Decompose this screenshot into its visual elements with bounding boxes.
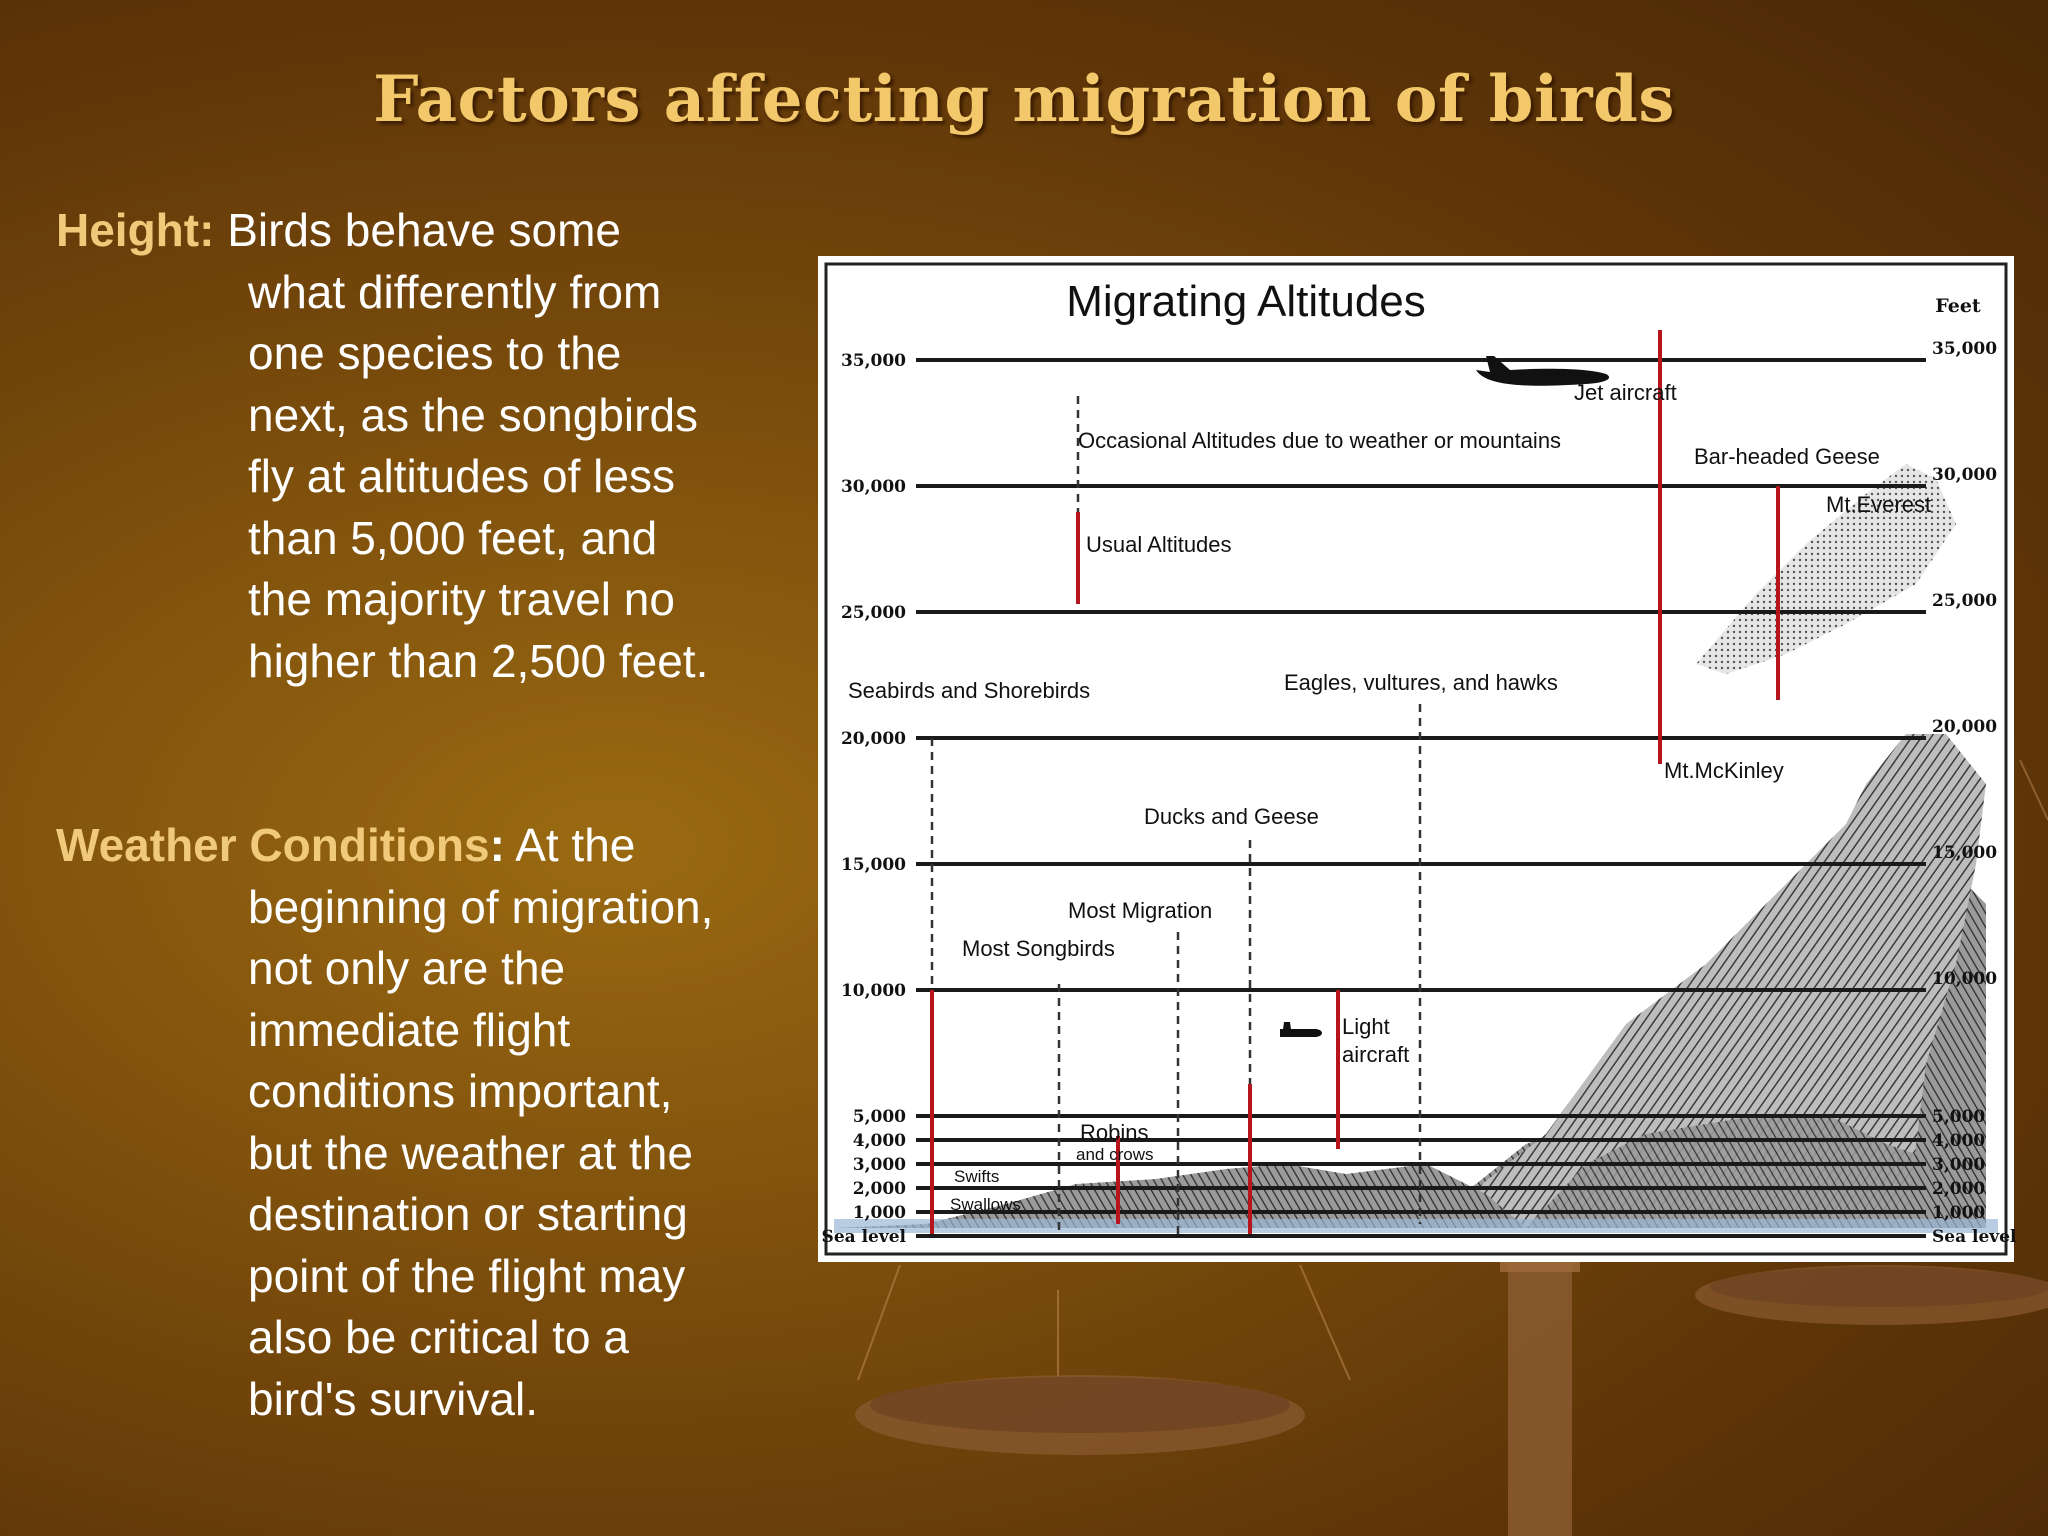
height-paragraph (56, 200, 796, 692)
migrating-altitudes-figure (818, 256, 2017, 1262)
left-tick: 5,000 (852, 1107, 906, 1127)
right-tick: 2,000 (1932, 1179, 1986, 1199)
right-tick: 5,000 (1932, 1107, 1986, 1127)
most-songbirds-label: Most Songbirds (962, 936, 1115, 961)
right-tick: 1,000 (1932, 1203, 1986, 1223)
left-tick: 4,000 (852, 1131, 906, 1151)
jet-aircraft-label: Jet aircraft (1574, 380, 1677, 405)
eagles-label: Eagles, vultures, and hawks (1284, 670, 1558, 695)
weather-paragraph (56, 815, 796, 1430)
light-aircraft-label-1: Light (1342, 1014, 1390, 1039)
right-tick: 3,000 (1932, 1155, 1986, 1175)
right-tick: 20,000 (1932, 717, 1998, 737)
light-aircraft-label-2: aircraft (1342, 1042, 1410, 1067)
right-tick: 25,000 (1932, 591, 1998, 611)
unit-label: Feet (1935, 295, 1981, 317)
weather-line: also be critical to a (248, 1311, 629, 1363)
weather-line: bird's survival. (248, 1372, 538, 1425)
usual-altitudes-label: Usual Altitudes (1086, 532, 1232, 557)
weather-line: point of the flight may (248, 1249, 686, 1302)
weather-label: Weather Conditions (56, 819, 490, 871)
mt-mckinley-label: Mt.McKinley (1664, 758, 1784, 783)
height-first-line: Birds behave some (227, 204, 621, 256)
height-line: higher than 2,500 feet. (248, 634, 709, 687)
right-tick: 30,000 (1932, 465, 1998, 485)
weather-line: not only are the (248, 942, 566, 994)
height-line: the majority travel no (248, 573, 675, 625)
left-tick: 30,000 (840, 477, 906, 497)
left-tick: Sea level (821, 1227, 906, 1247)
height-line: fly at altitudes of less (248, 450, 675, 502)
right-tick: 15,000 (1932, 843, 1998, 863)
weather-line: beginning of migration, (248, 880, 714, 933)
left-tick: 35,000 (840, 351, 906, 371)
seabirds-label: Seabirds and Shorebirds (848, 678, 1091, 703)
weather-line: immediate flight (248, 1003, 571, 1056)
height-line: than 5,000 feet, and (248, 511, 658, 564)
height-line: next, as the songbirds (248, 388, 699, 441)
weather-colon: : (489, 819, 505, 871)
weather-first-line: At the (515, 819, 636, 871)
mt-everest-label: Mt.Everest (1826, 492, 1932, 517)
sea-band (834, 1219, 1998, 1233)
left-tick: 20,000 (840, 729, 906, 749)
occasional-altitudes-label: Occasional Altitudes due to weather or mountains (1078, 428, 1562, 453)
left-tick: 15,000 (840, 855, 906, 875)
left-tick: 25,000 (840, 603, 906, 623)
right-tick: Sea level (1932, 1227, 2017, 1247)
bar-headed-geese-label: Bar-headed Geese (1694, 444, 1880, 469)
right-tick: 10,000 (1932, 969, 1998, 989)
swallows-label: Swallows (950, 1195, 1021, 1214)
height-label: Height: (56, 204, 215, 256)
height-line: what differently from (248, 265, 662, 318)
left-tick: 10,000 (840, 981, 906, 1001)
figure-title: Migrating Altitudes (1066, 277, 1426, 326)
robins-label: Robins (1080, 1120, 1149, 1145)
height-line: one species to the (248, 327, 622, 379)
left-tick: 3,000 (852, 1155, 906, 1175)
crows-label: and crows (1076, 1145, 1154, 1164)
left-tick: 2,000 (852, 1179, 906, 1199)
most-migration-label: Most Migration (1068, 898, 1213, 923)
ducks-geese-label: Ducks and Geese (1144, 804, 1319, 829)
weather-line: destination or starting (248, 1188, 688, 1240)
right-tick: 4,000 (1932, 1131, 1986, 1151)
left-tick: 1,000 (852, 1203, 906, 1223)
swifts-label: Swifts (954, 1167, 1000, 1186)
slide-title: Factors affecting migration of birds (373, 62, 1675, 137)
weather-line: but the weather at the (248, 1126, 693, 1179)
weather-line: conditions important, (248, 1065, 673, 1117)
right-tick: 35,000 (1932, 339, 1998, 359)
